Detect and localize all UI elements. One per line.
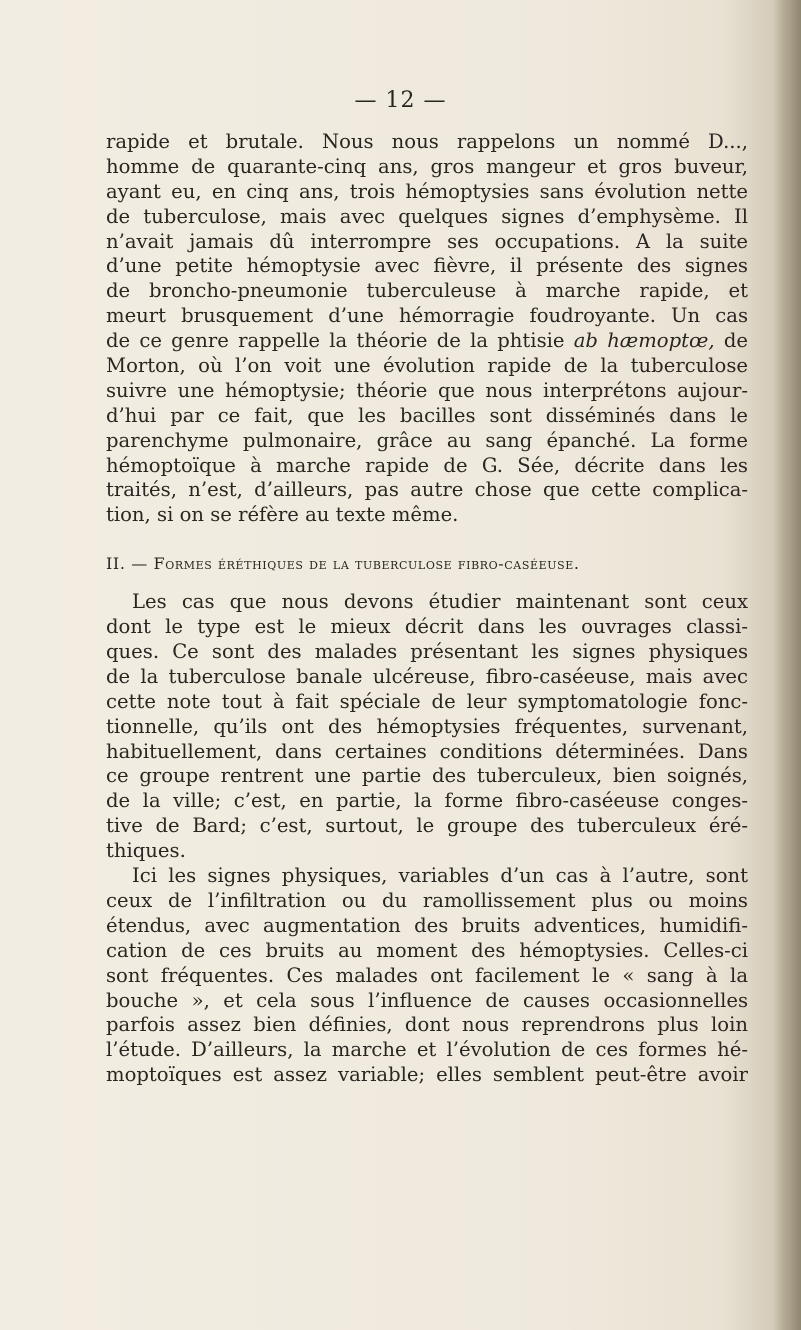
text-line: suivre une hémoptysie; théorie que nous interprétons aujour- [106,378,748,402]
text-segment: de ce genre rappelle la théorie de la phtisie [106,329,574,353]
text-line: hémoptoïque à marche rapide de G. Sée, décrite dans les [106,453,748,477]
italic-latin-phrase: ab hæmoptœ, [573,329,715,353]
text-line: meurt brusquement d’une hémorragie foudroyante. Un cas [106,304,748,328]
text-line: étendus, avec augmentation des bruits adventices, humidifi- [106,913,748,937]
text-line: moptoïques est assez variable; elles semblent peut-être avoir [106,1063,748,1087]
text-segment: de [714,329,748,353]
text-line: cette note tout à fait spéciale de leur symptomatologie fonc- [106,689,748,713]
text-line: Les cas que nous devons étudier maintenant sont ceux [132,590,748,614]
text-line: ceux de l’infiltration ou du ramollissement plus ou moins [106,888,748,912]
text-line: Morton, où l’on voit une évolution rapide de la tuberculose [106,354,748,378]
text-line: parenchyme pulmonaire, grâce au sang épanché. La forme [106,428,748,452]
page-number: — 12 — [354,88,447,113]
text-line: ayant eu, en cinq ans, trois hémoptysies sans évolution nette [106,179,748,203]
section-heading [106,552,748,576]
page-edge-shadow [773,0,801,1330]
text-line: parfois assez bien définies, dont nous reprendrons plus loin [106,1013,748,1037]
text-line: n’avait jamais dû interrompre ses occupations. A la suite [106,229,748,253]
text-line: tionnelle, qu’ils ont des hémoptysies fréquentes, survenant, [106,714,748,738]
text-line: traités, n’est, d’ailleurs, pas autre chose que cette complica- [106,478,748,502]
text-line: de tuberculose, mais avec quelques signes d’emphysème. Il [106,204,748,228]
text-line: ques. Ce sont des malades présentant les signes physiques [106,640,748,664]
text-line: l’étude. D’ailleurs, la marche et l’évolution de ces formes hé- [106,1038,748,1062]
text-line: dont le type est le mieux décrit dans les ouvrages classi- [106,615,748,639]
text-line: ce groupe rentrent une partie des tuberculeux, bien soignés, [106,764,748,788]
text-line: thiques. [106,839,186,863]
text-line: de la tuberculose banale ulcéreuse, fibro-caséeuse, mais avec [106,664,748,688]
section-title: Formes éréthiques de la tuberculose fibro-caséeuse. [153,554,580,574]
paragraph-3 [106,864,748,1088]
text-line: d’hui par ce fait, que les bacilles sont disséminés dans le [106,403,748,427]
text-line-with-italic [106,329,748,354]
text-line: bouche », et cela sous l’influence de causes occasionnelles [106,988,748,1012]
text-line: homme de quarante-cinq ans, gros mangeur et gros buveur, [106,154,748,178]
text-line: habituellement, dans certaines conditions déterminées. Dans [106,739,748,763]
text-line: rapide et brutale. Nous nous rappelons un nommé D..., [106,130,748,153]
text-line: cation de ces bruits au moment des hémoptysies. Celles-ci [106,938,748,962]
paragraph-1 [106,130,748,528]
text-line: sont fréquentes. Ces malades ont facilement le « sang à la [106,963,748,987]
text-line: d’une petite hémoptysie avec fièvre, il présente des signes [106,254,748,278]
paragraph-2 [106,590,748,864]
body-text [106,130,748,1088]
text-line: de la ville; c’est, en partie, la forme fibro-caséeuse conges- [106,789,748,813]
section-number: II. — [106,554,154,574]
text-line: Ici les signes physiques, variables d’un cas à l’autre, sont [132,864,748,888]
text-line: de broncho-pneumonie tuberculeuse à marche rapide, et [106,279,748,303]
text-line: tive de Bard; c’est, surtout, le groupe des tuberculeux éré- [106,814,748,838]
text-line: tion, si on se réfère au texte même. [106,503,459,527]
